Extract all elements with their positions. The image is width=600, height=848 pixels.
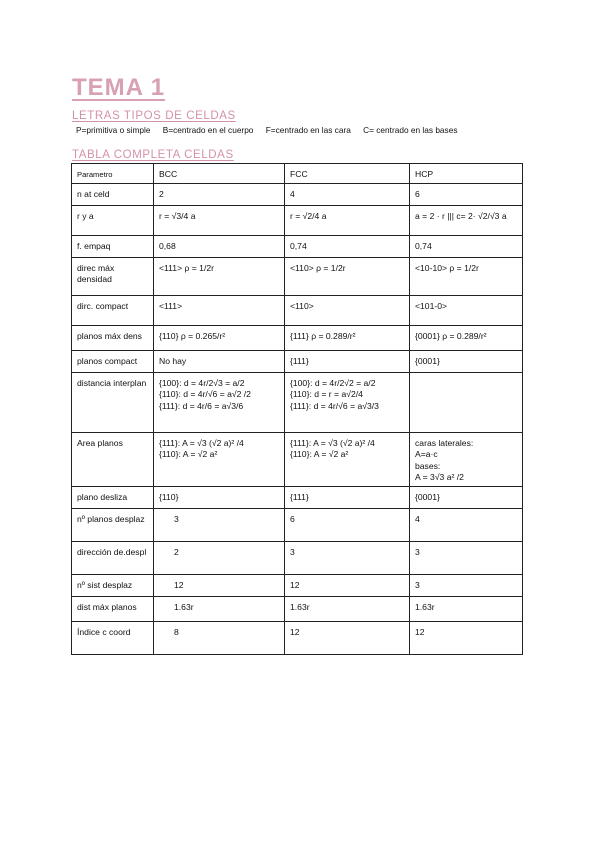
- row-label: r y a: [72, 205, 154, 235]
- cell-line: 2: [174, 546, 179, 557]
- header-fcc: FCC: [285, 164, 410, 184]
- table-row: [72, 372, 523, 432]
- cell-line: {111}: A = √3 (√2 a)² /4: [290, 437, 375, 448]
- header-bcc: BCC: [154, 164, 285, 184]
- fcc-cell: [285, 596, 410, 621]
- table-row: [72, 574, 523, 596]
- row-label: distancia interplan: [72, 372, 154, 432]
- cell-type-legend: [76, 125, 467, 135]
- bcc-cell: [154, 325, 285, 350]
- bcc-cell: [154, 372, 285, 432]
- row-label: dirección de.despl: [72, 541, 154, 574]
- fcc-cell: [285, 508, 410, 541]
- table-row: [72, 295, 523, 325]
- table-row: [72, 205, 523, 235]
- cell-line: 4: [290, 188, 295, 199]
- cell-line: 3: [290, 546, 295, 557]
- fcc-cell: [285, 183, 410, 205]
- cell-line: A=a·c: [415, 449, 438, 460]
- bcc-cell: [154, 257, 285, 295]
- cell-line: 4: [415, 513, 420, 524]
- cell-line: {111}: d = 4r/√6 = a√3/3: [290, 400, 379, 411]
- hcp-cell: [410, 257, 523, 295]
- cell-line: caras laterales:: [415, 437, 474, 448]
- hcp-cell: [410, 486, 523, 508]
- table-row: [72, 508, 523, 541]
- cell-line: 12: [415, 626, 425, 637]
- cell-line: {111}: A = √3 (√2 a)² /4: [159, 437, 244, 448]
- cell-line: 12: [290, 579, 300, 590]
- row-label: f. empaq: [72, 235, 154, 257]
- bcc-cell: [154, 350, 285, 372]
- cell-line: {110}: d = r = a√2/4: [290, 389, 363, 400]
- row-label: dist máx planos: [72, 596, 154, 621]
- bcc-cell: [154, 508, 285, 541]
- cell-line: 0,68: [159, 240, 176, 251]
- fcc-cell: [285, 621, 410, 654]
- cell-line: A = 3√3 a² /2: [415, 472, 464, 483]
- bcc-cell: [154, 621, 285, 654]
- row-label: planos máx dens: [72, 325, 154, 350]
- bcc-cell: [154, 574, 285, 596]
- cell-line: r = √3/4 a: [159, 210, 196, 221]
- row-label: Índice c coord: [72, 621, 154, 654]
- row-label: Area planos: [72, 432, 154, 486]
- fcc-cell: [285, 350, 410, 372]
- hcp-cell: [410, 621, 523, 654]
- cell-line: r = √2/4 a: [290, 210, 327, 221]
- cell-line: bases:: [415, 460, 441, 471]
- table-row: [72, 257, 523, 295]
- cell-line: {0001}: [415, 491, 440, 502]
- fcc-cell: [285, 432, 410, 486]
- row-label: dirc. compact: [72, 295, 154, 325]
- table-row: [72, 350, 523, 372]
- cell-line: {111}: [290, 355, 309, 366]
- cell-line: <110> ρ = 1/2r: [290, 262, 346, 273]
- table-row: [72, 235, 523, 257]
- hcp-cell: [410, 372, 523, 432]
- cell-line: <101-0>: [415, 300, 448, 311]
- cell-line: 12: [290, 626, 300, 637]
- cell-line: {100}: d = 4r/2√3 = a/2: [159, 377, 245, 388]
- fcc-cell: [285, 235, 410, 257]
- hcp-cell: [410, 183, 523, 205]
- table-row: [72, 596, 523, 621]
- hcp-cell: [410, 508, 523, 541]
- hcp-cell: [410, 325, 523, 350]
- cell-line: <111> ρ = 1/2r: [159, 262, 214, 273]
- cell-line: 1.63r: [174, 601, 194, 612]
- table-row: [72, 432, 523, 486]
- table-row: [72, 621, 523, 654]
- fcc-cell: [285, 295, 410, 325]
- legend-item: F=centrado en las cara: [265, 125, 351, 135]
- bcc-cell: [154, 183, 285, 205]
- cell-line: {111} ρ = 0.289/r²: [290, 330, 356, 341]
- cell-line: {111}: d = 4r/6 = a√3/6: [159, 400, 244, 411]
- hcp-cell: [410, 205, 523, 235]
- table-row: [72, 486, 523, 508]
- cell-line: 12: [174, 579, 184, 590]
- cell-line: 3: [415, 579, 420, 590]
- cell-line: {100}: d = 4r/2√2 = a/2: [290, 377, 376, 388]
- cell-line: {0001} ρ = 0.289/r²: [415, 330, 487, 341]
- fcc-cell: [285, 372, 410, 432]
- fcc-cell: [285, 486, 410, 508]
- cell-line: 6: [290, 513, 295, 524]
- page-title: TEMA 1: [72, 74, 166, 101]
- table-row: [72, 183, 523, 205]
- fcc-cell: [285, 541, 410, 574]
- legend-item: C= centrado en las bases: [363, 125, 458, 135]
- table-header-row: [72, 164, 523, 184]
- cell-line: 0,74: [290, 240, 307, 251]
- hcp-cell: [410, 596, 523, 621]
- row-label: nº sist desplaz: [72, 574, 154, 596]
- header-parametro: Parametro: [72, 164, 154, 184]
- cell-line: 8: [174, 626, 179, 637]
- row-label: n at celd: [72, 183, 154, 205]
- hcp-cell: [410, 541, 523, 574]
- cells-table: [71, 163, 523, 655]
- cell-line: 1.63r: [415, 601, 435, 612]
- cell-line: <111>: [159, 300, 183, 311]
- hcp-cell: [410, 295, 523, 325]
- cell-line: 0,74: [415, 240, 432, 251]
- header-hcp: HCP: [410, 164, 523, 184]
- cell-line: <10-10> ρ = 1/2r: [415, 262, 479, 273]
- bcc-cell: [154, 541, 285, 574]
- bcc-cell: [154, 205, 285, 235]
- row-label: plano desliza: [72, 486, 154, 508]
- cell-line: {110}: [159, 491, 179, 502]
- cell-line: <110>: [290, 300, 314, 311]
- table-heading: TABLA COMPLETA CELDAS: [72, 149, 234, 161]
- bcc-cell: [154, 432, 285, 486]
- cell-line: a = 2 · r ||| c= 2· √2/√3 a: [415, 210, 507, 221]
- cell-line: {110}: d = 4r/√6 = a√2 /2: [159, 389, 251, 400]
- cell-line: {0001}: [415, 355, 440, 366]
- hcp-cell: [410, 235, 523, 257]
- bcc-cell: [154, 295, 285, 325]
- cell-line: No hay: [159, 355, 187, 366]
- bcc-cell: [154, 596, 285, 621]
- letters-heading: LETRAS TIPOS DE CELDAS: [72, 110, 236, 122]
- cell-line: {111}: [290, 491, 309, 502]
- row-label: nº planos desplaz: [72, 508, 154, 541]
- bcc-cell: [154, 235, 285, 257]
- fcc-cell: [285, 325, 410, 350]
- legend-item: P=primitiva o simple: [76, 125, 151, 135]
- cell-line: 3: [174, 513, 179, 524]
- bcc-cell: [154, 486, 285, 508]
- cell-line: {110}: A = √2 a²: [290, 449, 349, 460]
- row-label: planos compact: [72, 350, 154, 372]
- cell-line: {110} ρ = 0.265/r²: [159, 330, 226, 341]
- cell-line: {110}: A = √2 a²: [159, 449, 218, 460]
- hcp-cell: [410, 432, 523, 486]
- fcc-cell: [285, 205, 410, 235]
- table-row: [72, 325, 523, 350]
- table-row: [72, 541, 523, 574]
- fcc-cell: [285, 574, 410, 596]
- legend-item: B=centrado en el cuerpo: [162, 125, 254, 135]
- cell-line: 1.63r: [290, 601, 310, 612]
- hcp-cell: [410, 350, 523, 372]
- cell-line: 6: [415, 188, 420, 199]
- row-label: direc máx densidad: [72, 257, 154, 295]
- cell-line: 2: [159, 188, 164, 199]
- fcc-cell: [285, 257, 410, 295]
- cell-line: 3: [415, 546, 420, 557]
- hcp-cell: [410, 574, 523, 596]
